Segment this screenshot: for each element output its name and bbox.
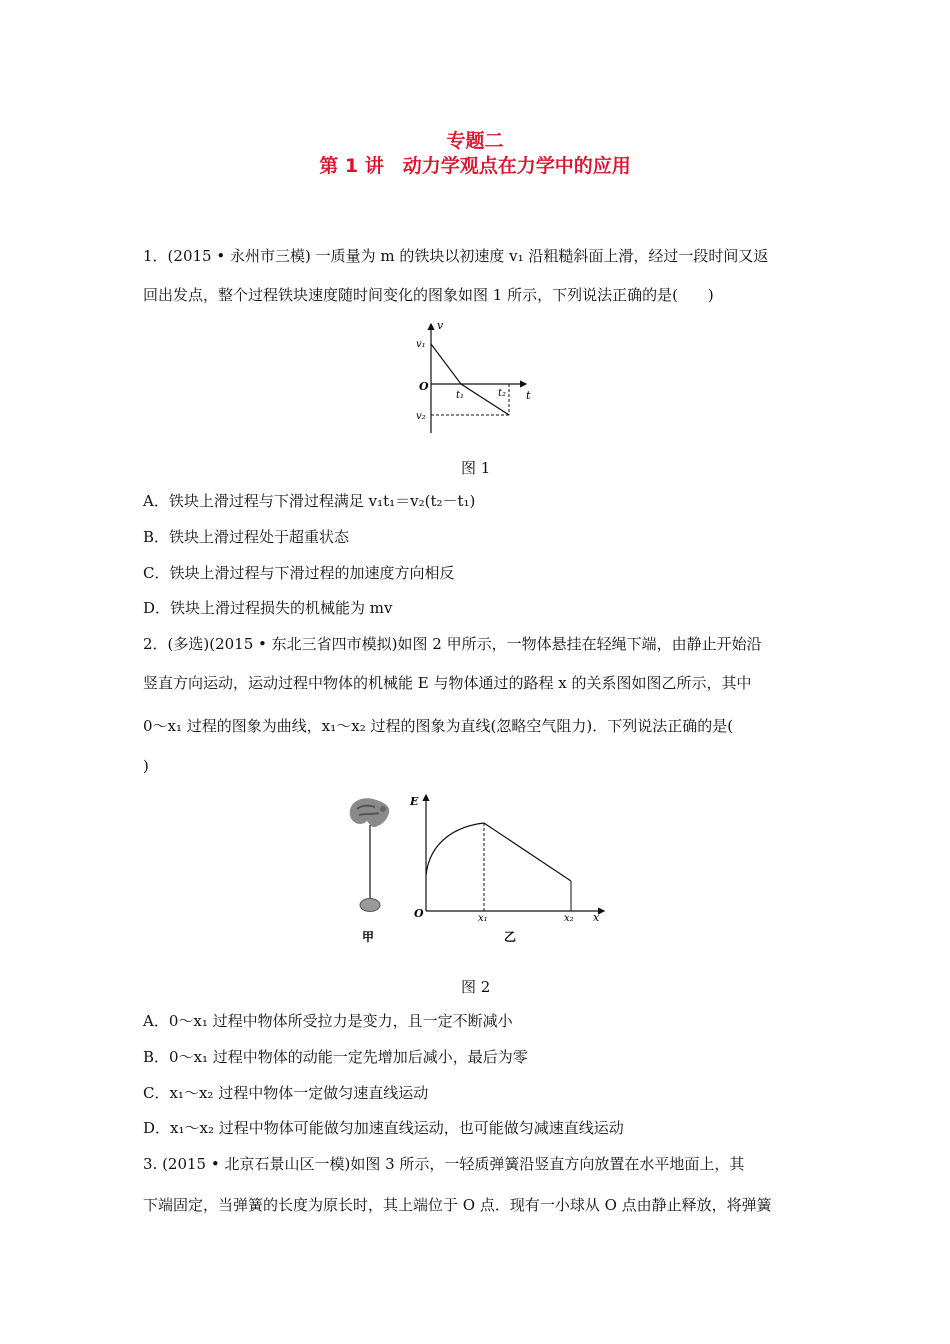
q2-option-a: A．0～x₁ 过程中物体所受拉力是变力，且一定不断减小	[143, 1012, 513, 1030]
label-origin: O	[419, 380, 429, 393]
hand-holding-string	[350, 798, 390, 827]
label-t2: t₂	[498, 388, 507, 399]
q2-stem-line4: )	[143, 757, 149, 775]
q2-stem-line3: 0～x₁ 过程的图象为曲线，x₁～x₂ 过程的图象为直线(忽略空气阻力)．下列说法正确的是(	[143, 717, 734, 735]
q2-option-b: B．0～x₁ 过程中物体的动能一定先增加后减小，最后为零	[143, 1048, 528, 1066]
q2-option-d: D．x₁～x₂ 过程中物体可能做匀加速直线运动，也可能做匀减速直线运动	[143, 1119, 624, 1137]
section-title: 专题二	[446, 130, 504, 152]
figure-2-pendulum	[345, 795, 395, 945]
lecture-title: 第 1 讲 动力学观点在力学中的应用	[319, 155, 631, 177]
label-x2: x₂	[564, 913, 574, 924]
energy-line	[484, 823, 571, 881]
figure-2-energy-graph	[408, 790, 608, 948]
q1-option-a: A．铁块上滑过程与下滑过程满足 v₁t₁＝v₂(t₂－t₁)	[143, 492, 476, 510]
q2-stem-line2: 竖直方向运动，运动过程中物体的机械能 E 与物体通过的路程 x 的关系图如图乙所示，其中	[143, 674, 752, 692]
label-t-axis: t	[526, 389, 531, 402]
q1-option-b: B．铁块上滑过程处于超重状态	[143, 528, 350, 546]
label-t1: t₁	[456, 390, 465, 401]
figure-2-caption: 图 2	[461, 978, 491, 996]
q1-stem-line2: 回出发点，整个过程铁块速度随时间变化的图象如图 1 所示，下列说法正确的是( )	[143, 286, 714, 304]
q1-option-d: D．铁块上滑过程损失的机械能为 mv	[143, 599, 393, 617]
q3-stem-line1: 3. (2015 • 北京石景山区一模)如图 3 所示，一轻质弹簧沿竖直方向放置在水平地面上，其	[143, 1155, 745, 1173]
label-v1: v₁	[416, 339, 426, 350]
label-x-axis: x	[593, 911, 600, 924]
q1-stem-line1: 1．(2015 • 永州市三模) 一质量为 m 的铁块以初速度 v₁ 沿粗糙斜面上滑，经过一段时间又返	[143, 247, 769, 265]
label-v2: v₂	[416, 411, 426, 422]
vt-line	[431, 344, 509, 415]
label-v-axis: v	[437, 319, 444, 332]
label-origin: O	[414, 907, 424, 920]
q2-stem-line1: 2．(多选)(2015 • 东北三省四市模拟)如图 2 甲所示，一物体悬挂在轻绳下端，由静止开始沿	[143, 635, 762, 653]
hanging-object	[360, 899, 380, 912]
label-x1: x₁	[478, 913, 488, 924]
label-e-axis: E	[410, 795, 419, 808]
label-yi: 乙	[504, 930, 517, 944]
q3-stem-line2: 下端固定，当弹簧的长度为原长时，其上端位于 O 点．现有一小球从 O 点由静止释放，将弹簧	[143, 1196, 772, 1214]
q1-option-c: C．铁块上滑过程与下滑过程的加速度方向相反	[143, 564, 455, 582]
figure-1-caption: 图 1	[461, 459, 491, 477]
energy-curve	[426, 823, 484, 875]
label-jia: 甲	[362, 930, 375, 944]
figure-1-vt-graph	[410, 318, 540, 436]
q2-option-c: C．x₁～x₂ 过程中物体一定做匀速直线运动	[143, 1084, 429, 1102]
